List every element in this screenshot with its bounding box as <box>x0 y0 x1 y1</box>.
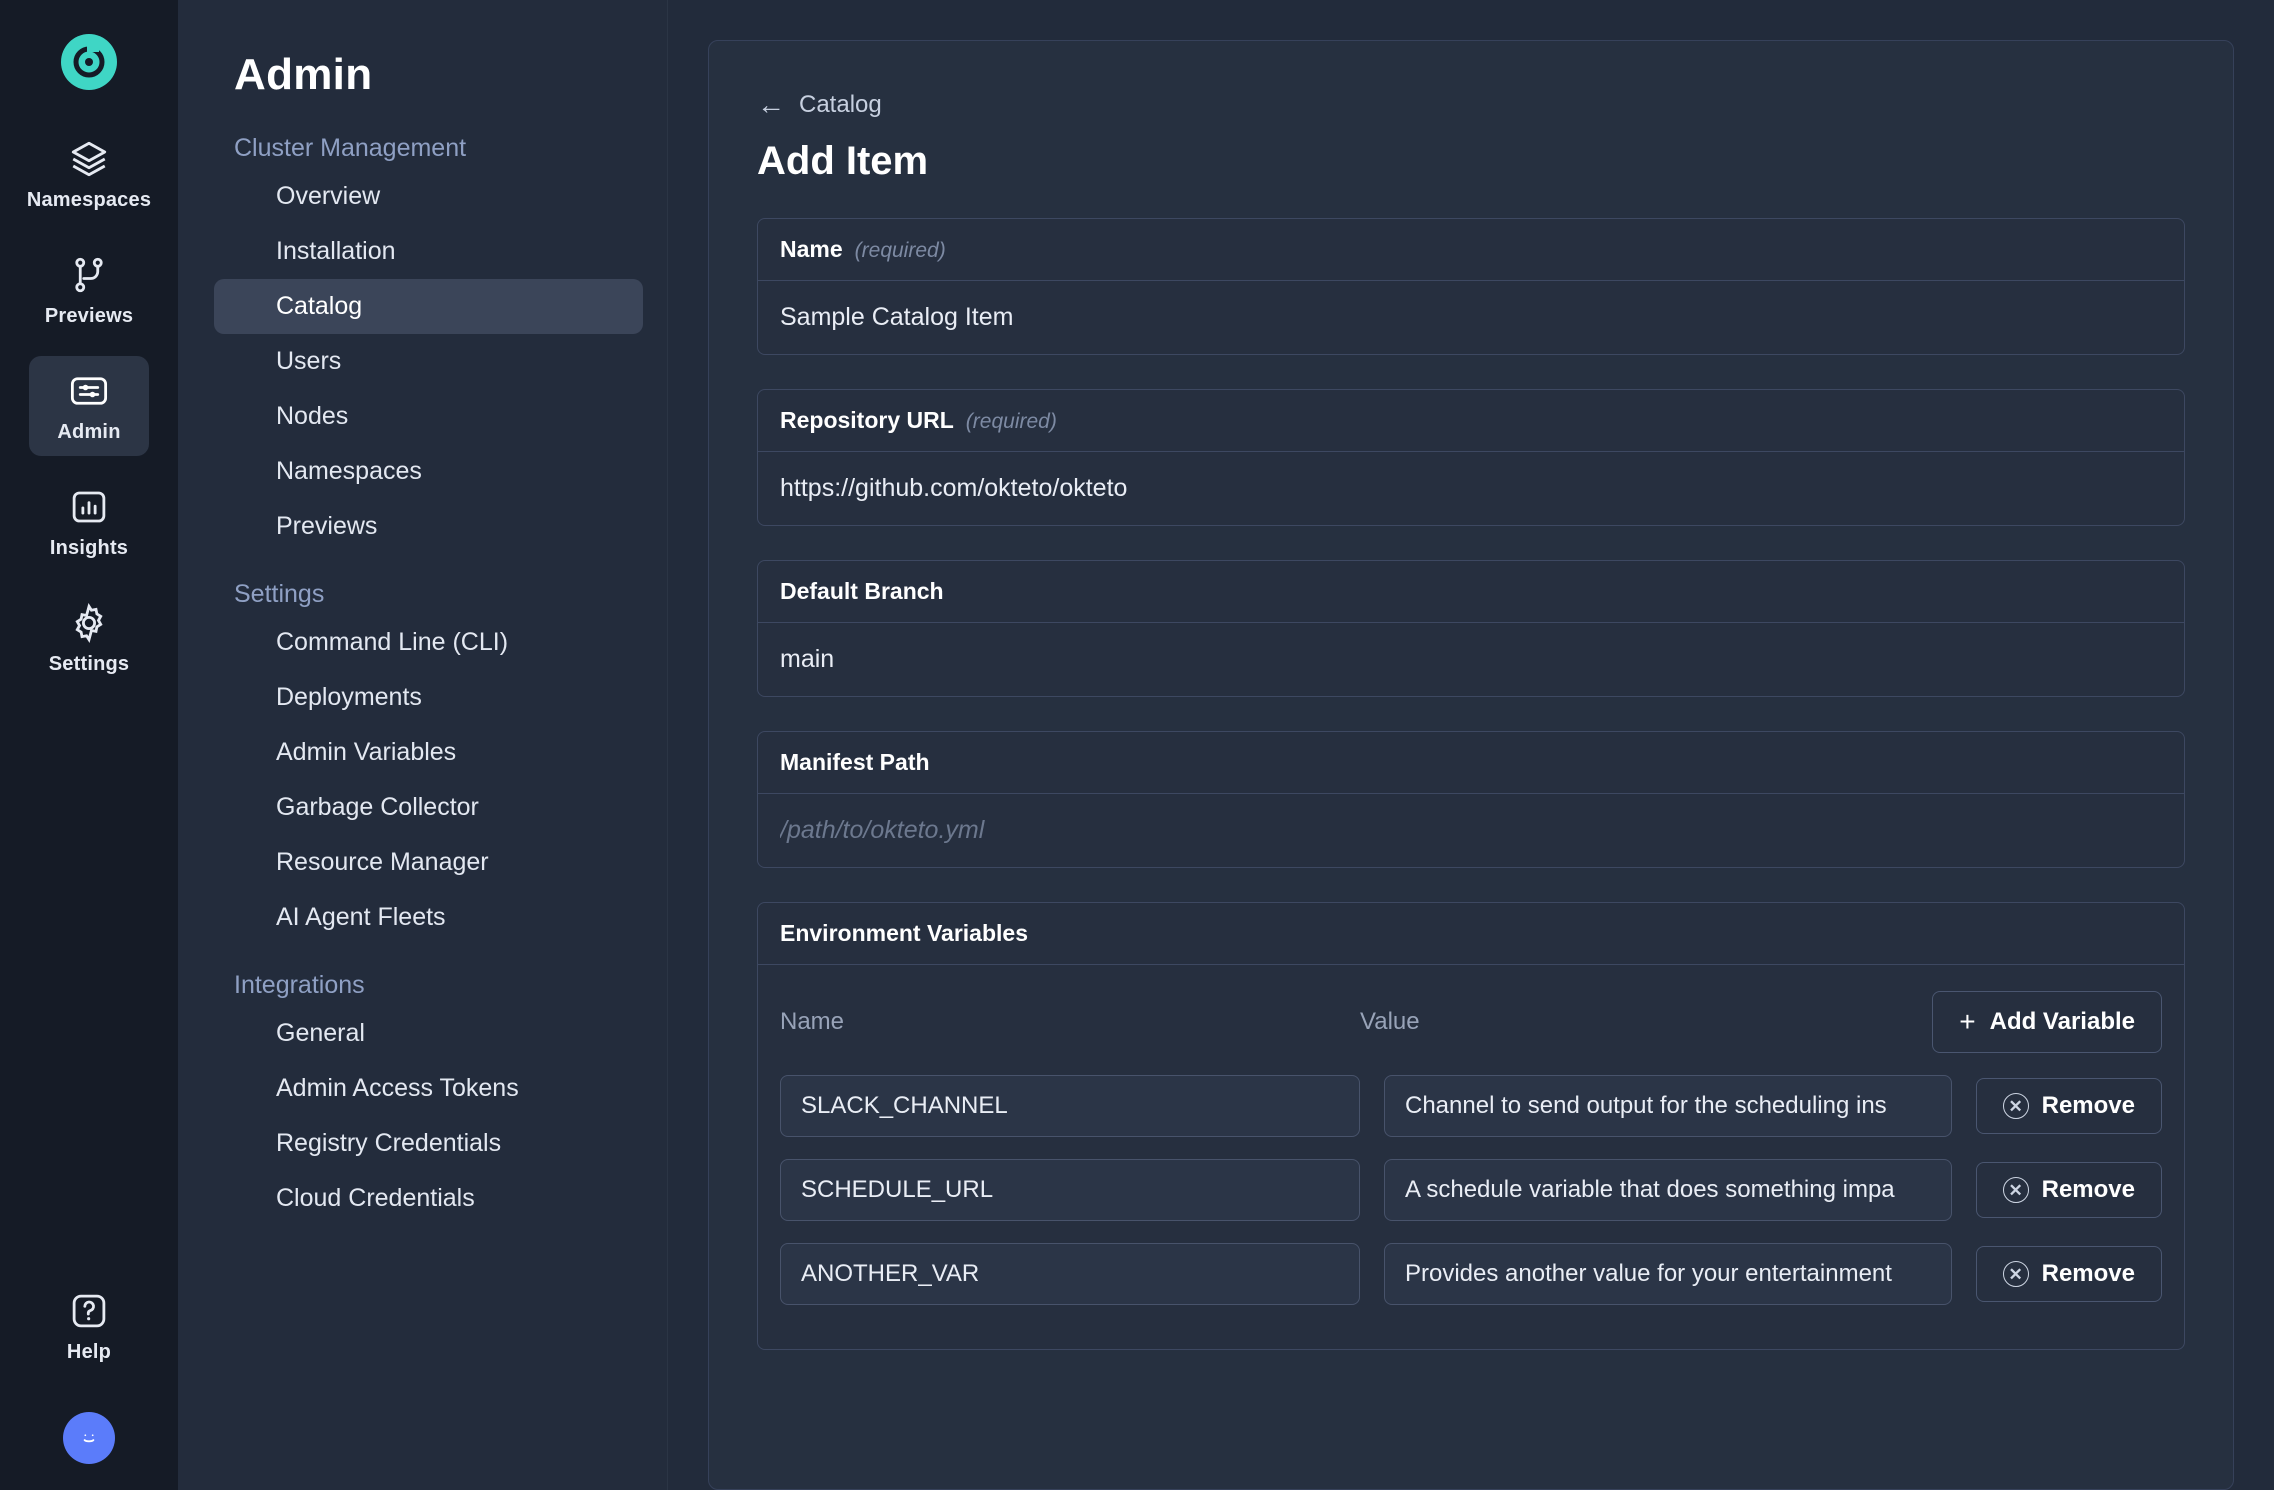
field-label-text: Repository URL <box>780 407 954 433</box>
sidebar-item-registry-credentials[interactable]: Registry Credentials <box>276 1129 502 1157</box>
rail-item-insights[interactable] <box>29 472 149 572</box>
env-var-row <box>780 1075 2162 1137</box>
remove-label: Remove <box>2041 1260 2135 1287</box>
env-var-name-input[interactable] <box>780 1075 1360 1137</box>
env-var-name-input[interactable] <box>780 1159 1360 1221</box>
rail-item-label: Insights <box>49 537 129 559</box>
field-default-branch <box>757 560 2185 697</box>
env-var-row <box>780 1243 2162 1305</box>
field-repository-url-label <box>758 390 2184 452</box>
breadcrumb-label[interactable]: Catalog <box>799 91 882 118</box>
env-col-value-header: Value <box>1360 1008 1420 1035</box>
sidebar-title: Admin <box>234 50 373 99</box>
env-var-value-input[interactable] <box>1384 1075 1952 1137</box>
env-vars-header-row <box>780 991 2162 1053</box>
sidebar-item-admin-access-tokens[interactable]: Admin Access Tokens <box>276 1074 519 1102</box>
sidebar-item-general[interactable]: General <box>276 1019 365 1047</box>
sidebar-item-installation[interactable]: Installation <box>276 237 396 265</box>
field-required-hint: (required) <box>854 239 946 262</box>
rail-bottom <box>29 1276 149 1464</box>
rail-item-label: Previews <box>44 305 134 327</box>
sidebar-item-overview[interactable]: Overview <box>276 182 381 210</box>
sidebar-item-deployments[interactable]: Deployments <box>276 683 422 711</box>
okteto-logo[interactable] <box>61 34 117 90</box>
field-label-text: Manifest Path <box>780 749 930 775</box>
default-branch-input[interactable] <box>758 623 2184 696</box>
sidebar-item-previews[interactable]: Previews <box>276 512 378 540</box>
env-var-name-input[interactable] <box>780 1243 1360 1305</box>
env-var-value-input[interactable] <box>1384 1243 1952 1305</box>
close-icon: ✕ <box>2003 1177 2029 1203</box>
sidebar-item-resource-manager[interactable]: Resource Manager <box>276 848 489 876</box>
close-icon: ✕ <box>2003 1093 2029 1119</box>
rail-item-label: Admin <box>57 421 121 443</box>
field-name-label <box>758 219 2184 281</box>
remove-variable-button[interactable] <box>1976 1246 2162 1302</box>
env-col-name-header: Name <box>780 1008 845 1035</box>
manifest-path-input[interactable] <box>758 794 2184 867</box>
env-var-row <box>780 1159 2162 1221</box>
remove-variable-button[interactable] <box>1976 1078 2162 1134</box>
sidebar-item-cloud-credentials[interactable]: Cloud Credentials <box>276 1184 475 1212</box>
field-repository-url <box>757 389 2185 526</box>
env-vars-label <box>758 903 2184 965</box>
field-manifest-path-label <box>758 732 2184 794</box>
remove-variable-button[interactable] <box>1976 1162 2162 1218</box>
rail-item-label: Settings <box>48 653 130 675</box>
add-variable-label: Add Variable <box>1989 1008 2135 1035</box>
icon-rail <box>0 0 178 1490</box>
rail-item-settings[interactable] <box>29 588 149 688</box>
rail-item-previews[interactable] <box>29 240 149 340</box>
plus-icon: + <box>1959 1006 1976 1037</box>
gear-icon <box>68 602 110 644</box>
field-manifest-path <box>757 731 2185 868</box>
admin-sidebar <box>178 0 668 1490</box>
sidebar-item-admin-variables[interactable]: Admin Variables <box>276 738 457 766</box>
sliders-icon <box>68 370 110 412</box>
page-title: Add Item <box>757 139 929 183</box>
field-environment-variables <box>757 902 2185 1350</box>
back-arrow-icon[interactable]: ← <box>757 89 785 120</box>
question-icon <box>68 1290 110 1332</box>
env-var-value-input[interactable] <box>1384 1159 1952 1221</box>
sidebar-item-nodes[interactable]: Nodes <box>276 402 349 430</box>
rail-item-admin[interactable] <box>29 356 149 456</box>
repository-url-input[interactable] <box>758 452 2184 525</box>
sidebar-item-command-line[interactable]: Command Line (CLI) <box>276 628 509 656</box>
rail-item-label: Help <box>66 1341 112 1363</box>
field-label-text: Default Branch <box>780 578 944 604</box>
branch-icon <box>68 254 110 296</box>
field-default-branch-label <box>758 561 2184 623</box>
field-label-text: Name <box>780 236 843 262</box>
add-variable-button[interactable] <box>1932 991 2162 1053</box>
chart-icon <box>68 486 110 528</box>
add-item-card <box>708 40 2234 1490</box>
layers-icon <box>68 138 110 180</box>
rail-item-help[interactable] <box>29 1276 149 1376</box>
rail-item-label: Namespaces <box>26 189 152 211</box>
sidebar-item-garbage-collector[interactable]: Garbage Collector <box>276 793 479 821</box>
field-name <box>757 218 2185 355</box>
remove-label: Remove <box>2041 1176 2135 1203</box>
field-required-hint: (required) <box>965 410 1057 433</box>
close-icon: ✕ <box>2003 1261 2029 1287</box>
remove-label: Remove <box>2041 1092 2135 1119</box>
field-label-text: Environment Variables <box>780 920 1028 946</box>
sidebar-item-catalog[interactable]: Catalog <box>214 279 643 334</box>
avatar[interactable] <box>63 1412 115 1464</box>
env-vars-body <box>758 965 2184 1349</box>
name-input[interactable] <box>758 281 2184 354</box>
sidebar-item-namespaces[interactable]: Namespaces <box>276 457 422 485</box>
main-content <box>668 0 2274 1490</box>
nav-group-label: Cluster Management <box>234 134 467 162</box>
breadcrumb[interactable] <box>757 89 2185 121</box>
nav-group-label: Settings <box>234 580 325 608</box>
sidebar-item-ai-agent-fleets[interactable]: AI Agent Fleets <box>276 903 446 931</box>
sidebar-item-users[interactable]: Users <box>276 347 342 375</box>
nav-group-label: Integrations <box>234 971 365 999</box>
rail-item-namespaces[interactable] <box>26 124 152 224</box>
